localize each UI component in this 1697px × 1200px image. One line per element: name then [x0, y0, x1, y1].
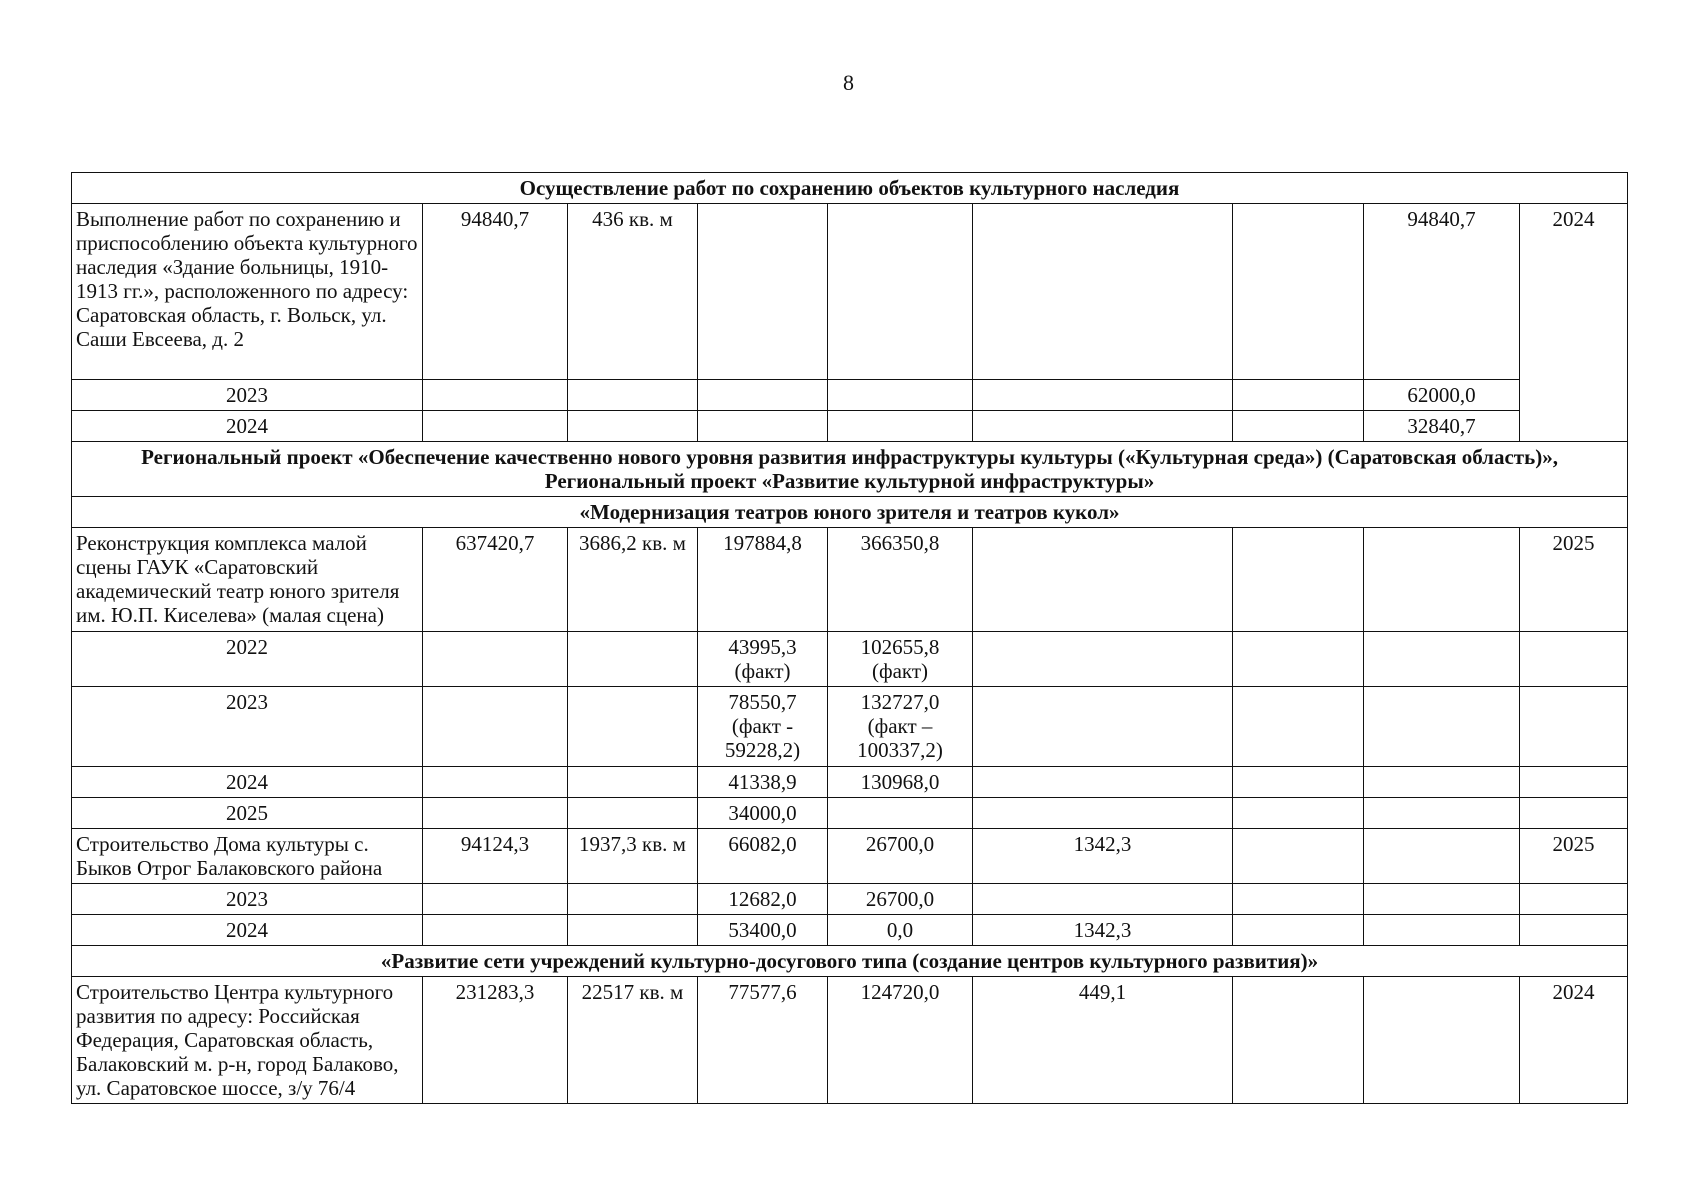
table-cell — [568, 884, 698, 915]
financing-cell: 197884,8 — [698, 528, 828, 632]
table-row — [72, 204, 1628, 380]
section-header-row — [72, 946, 1628, 977]
year-cell: 2024 — [72, 767, 423, 798]
table-cell — [1233, 798, 1364, 829]
table-cell — [973, 687, 1233, 767]
table-cell — [828, 411, 973, 442]
object-name: Выполнение работ по сохранению и приспособлению объекта культурного наследия «Здание больницы, 1910-1913 гг.», расположенного по адресу: Саратовская область, г. Вольск, ул. Саши Евсеева, д. 2 — [72, 204, 423, 380]
table-cell — [1233, 380, 1364, 411]
table-cell — [1233, 884, 1364, 915]
financing-cell: 26700,0 — [828, 884, 973, 915]
table-cell — [1364, 884, 1520, 915]
year-cell: 2023 — [72, 687, 423, 767]
table-cell — [1233, 977, 1364, 1104]
page-number: 8 — [843, 70, 854, 95]
table-cell — [1233, 204, 1364, 380]
table-cell — [423, 687, 568, 767]
table-row — [72, 528, 1628, 632]
table-row — [72, 687, 1628, 767]
table-row — [72, 884, 1628, 915]
section-header-row — [72, 497, 1628, 528]
capacity-cell: 436 кв. м — [568, 204, 698, 380]
table-cell — [1520, 767, 1628, 798]
financing-cell: 124720,0 — [828, 977, 973, 1104]
table-cell — [828, 380, 973, 411]
table-row — [72, 829, 1628, 884]
capacity-cell: 3686,2 кв. м — [568, 528, 698, 632]
table-cell — [698, 411, 828, 442]
table-cell — [423, 915, 568, 946]
financing-cell: 34000,0 — [698, 798, 828, 829]
table-cell — [1233, 915, 1364, 946]
financing-cell: 26700,0 — [828, 829, 973, 884]
table-cell — [828, 204, 973, 380]
table-cell — [568, 915, 698, 946]
financing-cell: 94840,7 — [1364, 204, 1520, 380]
table-cell — [1364, 687, 1520, 767]
table-cell — [973, 528, 1233, 632]
table-cell — [568, 798, 698, 829]
table-cell — [1233, 829, 1364, 884]
section-header-row — [72, 442, 1628, 497]
capacity-cell: 22517 кв. м — [568, 977, 698, 1104]
table-cell — [973, 632, 1233, 687]
table-cell — [973, 798, 1233, 829]
table-cell — [1520, 884, 1628, 915]
year-cell: 2023 — [72, 884, 423, 915]
section-title: Осуществление работ по сохранению объектов культурного наследия — [72, 173, 1628, 204]
table-cell — [423, 884, 568, 915]
financing-cell: 366350,8 — [828, 528, 973, 632]
table-cell — [698, 204, 828, 380]
financing-cell: 43995,3 (факт) — [728, 635, 797, 683]
table-cell — [568, 380, 698, 411]
table-cell — [568, 632, 698, 687]
table-row — [72, 380, 1628, 411]
financing-cell: 41338,9 — [698, 767, 828, 798]
completion-year-cell: 2024 — [1520, 204, 1628, 442]
table-cell — [973, 767, 1233, 798]
total-cost-cell: 637420,7 — [423, 528, 568, 632]
object-name: Реконструкция комплекса малой сцены ГАУК «Саратовский академический театр юного зрителя им. Ю.П. Киселева» (малая сцена) — [72, 528, 423, 632]
total-cost-cell: 94124,3 — [423, 829, 568, 884]
table-cell — [423, 767, 568, 798]
table-cell — [1233, 632, 1364, 687]
table-row — [72, 632, 1628, 687]
table-cell — [1364, 977, 1520, 1104]
financing-cell: 66082,0 — [698, 829, 828, 884]
year-cell: 2025 — [72, 798, 423, 829]
table-row — [72, 915, 1628, 946]
table-cell — [1233, 528, 1364, 632]
financing-cell: 449,1 — [973, 977, 1233, 1104]
table-row — [72, 411, 1628, 442]
financing-cell: 132727,0 (факт – 100337,2) — [857, 690, 943, 762]
table-cell — [973, 411, 1233, 442]
table-cell — [1520, 798, 1628, 829]
financing-cell: 53400,0 — [698, 915, 828, 946]
table-cell — [1364, 632, 1520, 687]
completion-year-cell: 2025 — [1520, 528, 1628, 632]
section-title: «Модернизация театров юного зрителя и театров кукол» — [72, 497, 1628, 528]
financing-cell: 77577,6 — [698, 977, 828, 1104]
table-cell — [973, 204, 1233, 380]
financing-cell: 32840,7 — [1364, 411, 1520, 442]
completion-year-cell: 2024 — [1520, 977, 1628, 1104]
table-cell — [1520, 687, 1628, 767]
table-cell — [698, 380, 828, 411]
table-cell — [423, 380, 568, 411]
financing-cell: 78550,7 (факт - 59228,2) — [724, 690, 801, 762]
table-cell — [1233, 687, 1364, 767]
table-row — [72, 977, 1628, 1104]
financing-cell: 0,0 — [828, 915, 973, 946]
table-cell — [1364, 829, 1520, 884]
table-cell — [1233, 411, 1364, 442]
investment-table — [71, 172, 1628, 1104]
table-cell — [423, 411, 568, 442]
section-title: «Развитие сети учреждений культурно-досугового типа (создание центров культурного развития)» — [72, 946, 1628, 977]
financing-cell — [828, 798, 973, 829]
table-cell — [423, 632, 568, 687]
year-cell: 2024 — [72, 915, 423, 946]
financing-cell — [973, 884, 1233, 915]
year-cell: 2022 — [72, 632, 423, 687]
table-cell — [1520, 915, 1628, 946]
financing-cell: 102655,8 (факт) — [860, 635, 940, 683]
financing-cell: 130968,0 — [828, 767, 973, 798]
table-cell — [1364, 767, 1520, 798]
year-cell: 2023 — [72, 380, 423, 411]
table-cell — [423, 798, 568, 829]
table-row — [72, 798, 1628, 829]
table-cell — [568, 767, 698, 798]
table-cell — [1520, 632, 1628, 687]
financing-cell: 1342,3 — [973, 829, 1233, 884]
total-cost-cell: 94840,7 — [423, 204, 568, 380]
table-cell — [568, 687, 698, 767]
table-cell — [1364, 915, 1520, 946]
section-title: Региональный проект «Обеспечение качественно нового уровня развития инфраструктуры культуры («Культурная среда») (Саратовская область)», Региональный проект «Развитие культурной инфраструктуры» — [72, 442, 1628, 497]
completion-year-cell: 2025 — [1520, 829, 1628, 884]
table-cell — [973, 380, 1233, 411]
financing-cell: 1342,3 — [973, 915, 1233, 946]
capacity-cell: 1937,3 кв. м — [568, 829, 698, 884]
object-name: Строительство Центра культурного развития по адресу: Российская Федерация, Саратовская область, Балаковский м. р-н, город Балаково, ул. Саратовское шоссе, з/у 76/4 — [72, 977, 423, 1104]
year-cell: 2024 — [72, 411, 423, 442]
table-cell — [1364, 798, 1520, 829]
table-cell — [1364, 528, 1520, 632]
total-cost-cell: 231283,3 — [423, 977, 568, 1104]
financing-cell: 62000,0 — [1364, 380, 1520, 411]
table-row — [72, 767, 1628, 798]
table-cell — [1233, 767, 1364, 798]
object-name: Строительство Дома культуры с. Быков Отрог Балаковского района — [72, 829, 423, 884]
section-header-row — [72, 173, 1628, 204]
financing-cell: 12682,0 — [698, 884, 828, 915]
table-cell — [568, 411, 698, 442]
